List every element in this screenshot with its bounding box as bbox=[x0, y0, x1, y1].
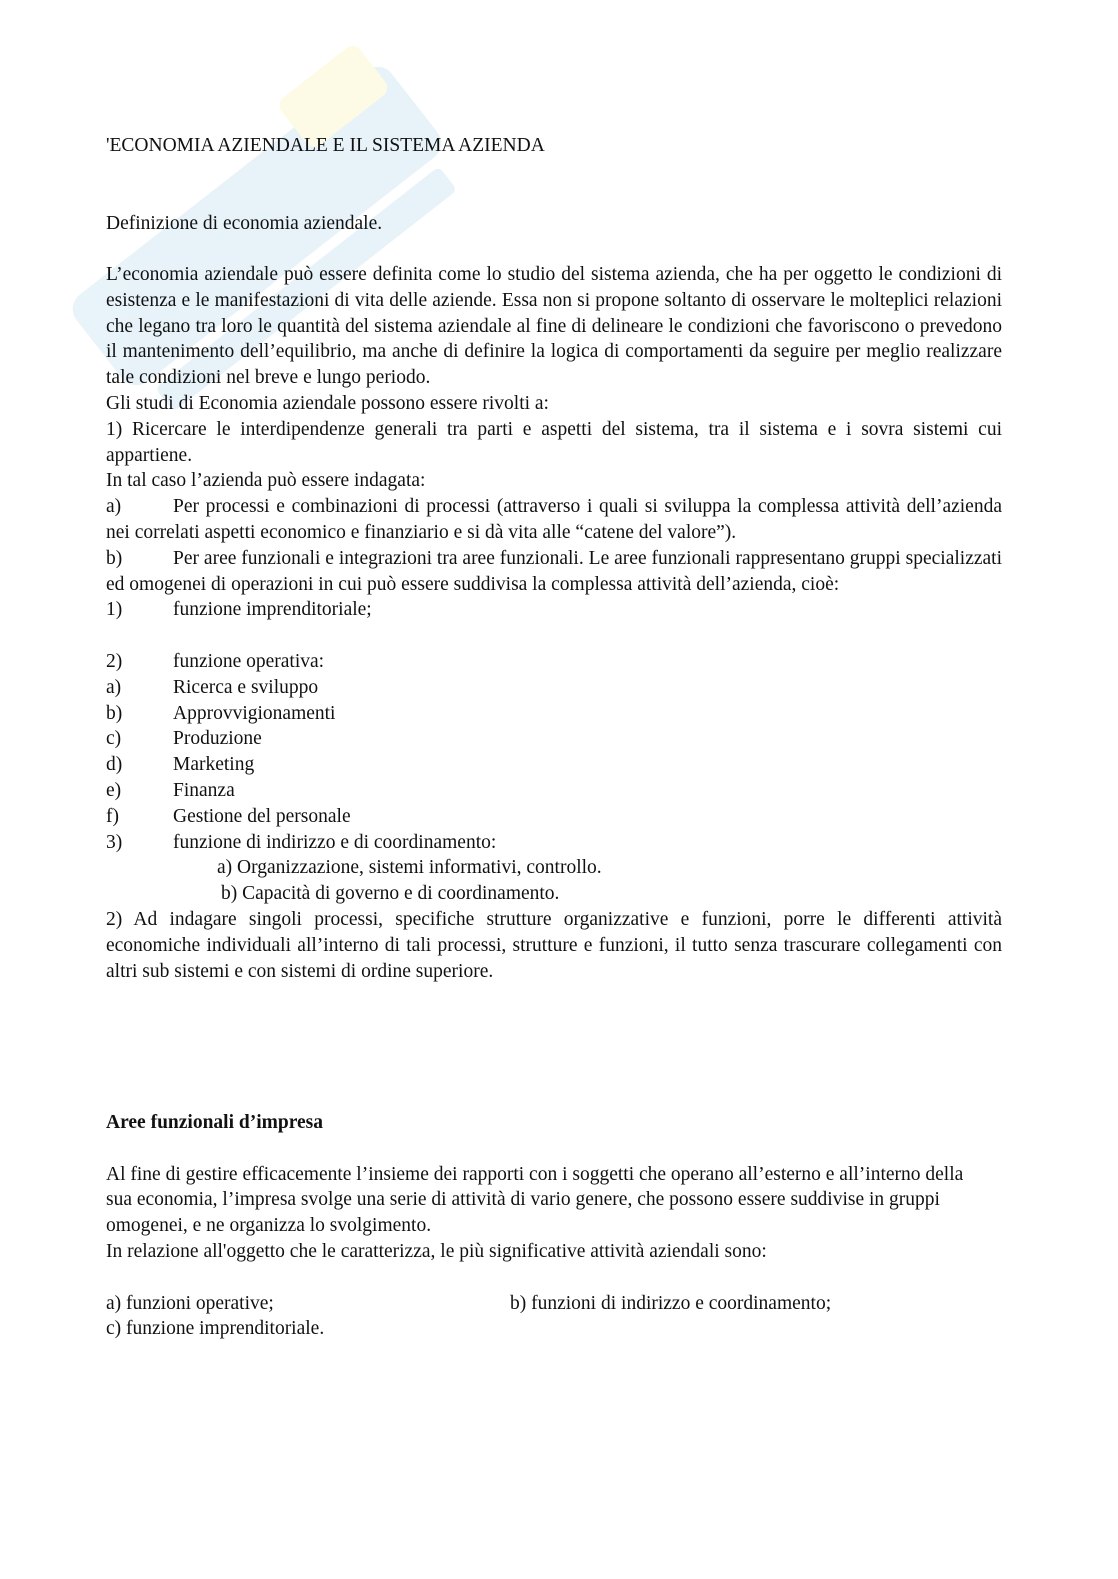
function-mark: e) bbox=[106, 779, 122, 801]
function-item bbox=[106, 649, 1002, 675]
section-aree-funzionali bbox=[106, 1110, 1002, 1342]
function-item bbox=[106, 778, 1002, 804]
list-item-b-mark: b) bbox=[106, 547, 123, 569]
function-item bbox=[106, 830, 1002, 856]
section-subtitle: Definizione di economia aziendale. bbox=[106, 213, 383, 234]
function-text: funzione imprenditoriale; bbox=[173, 599, 372, 621]
function-text: Approvvigionamenti bbox=[173, 702, 336, 724]
function-mark: f) bbox=[106, 805, 119, 827]
function-text: Marketing bbox=[173, 754, 255, 776]
list-item-b-body: Per aree funzionali e integrazioni tra aree funzionali. Le aree funzionali rappresentano gruppi specializzati ed omogenei di operazioni in cui può essere suddivisa la complessa attività dell’azienda, cioè: bbox=[106, 547, 1002, 595]
studies-intro: Gli studi di Economia aziendale possono essere rivolti a: bbox=[106, 392, 549, 414]
function-mark: 1) bbox=[106, 599, 123, 621]
function-item bbox=[106, 597, 1002, 623]
function-item bbox=[106, 675, 1002, 701]
function-item bbox=[106, 701, 1002, 727]
section-paragraph-1: Al fine di gestire efficacemente l’insieme dei rapporti con i soggetti che operano all’esterno e all’interno della sua economia, l’impresa svolge una serie di attività di vario genere, che possono essere suddivise in gruppi omogenei, e ne organizza lo svolgimento. bbox=[106, 1163, 964, 1237]
body-block bbox=[106, 262, 1002, 984]
spacer bbox=[106, 1136, 1002, 1162]
section-heading: Aree funzionali d’impresa bbox=[106, 1112, 324, 1133]
list-item-b-text bbox=[106, 546, 1002, 598]
list-item-a-text bbox=[106, 494, 1002, 546]
function-mark: d) bbox=[106, 754, 123, 776]
function-text: Finanza bbox=[173, 779, 235, 801]
function-item bbox=[106, 726, 1002, 752]
point-1: 1) Ricercare le interdipendenze generali tra parti e aspetti del sistema, tra il sistema e i sovra sistemi cui appartiene. bbox=[106, 418, 1002, 466]
sub-item-b: b) Capacità di governo e di coordinamento. bbox=[221, 883, 560, 905]
activities-list bbox=[106, 1291, 1002, 1317]
point-1-followup: In tal caso l’azienda può essere indagata: bbox=[106, 470, 426, 492]
list-item-a-body: Per processi e combinazioni di processi (attraverso i quali si sviluppa la complessa attività dell’azienda nei correlati aspetti economico e finanziario e si dà vita alle “catene del valore”). bbox=[106, 496, 1002, 543]
document-title: 'ECONOMIA AZIENDALE E IL SISTEMA AZIENDA bbox=[106, 135, 545, 156]
list-item-a bbox=[106, 494, 1002, 546]
function-mark: b) bbox=[106, 702, 123, 724]
intro-paragraph: L’economia aziendale può essere definita come lo studio del sistema azienda, che ha per oggetto le condizioni di esistenza e le manifestazioni di vita delle aziende. Essa non si propone soltanto di osservare le molteplici relazioni che legano tra loro le quantità del sistema aziendale al fine di delineare le condizioni che favoriscono o prevedono il mantenimento dell’equilibrio, ma anche di definire la logica di comportamenti da seguire per meglio realizzare tale condizioni nel breve e lungo periodo. bbox=[106, 264, 1002, 389]
activity-item-c: c) funzione imprenditoriale. bbox=[106, 1318, 325, 1340]
function-item bbox=[106, 752, 1002, 778]
function-mark: c) bbox=[106, 728, 122, 750]
activity-item-a: a) funzioni operative; bbox=[106, 1292, 274, 1314]
spacer bbox=[106, 623, 1002, 649]
activity-item-b: b) funzioni di indirizzo e coordinamento; bbox=[510, 1292, 832, 1314]
section-paragraph-2: In relazione all'oggetto che le caratterizza, le più significative attività aziendali sono: bbox=[106, 1240, 767, 1262]
function-mark: 3) bbox=[106, 831, 123, 853]
list-item-a-mark: a) bbox=[106, 496, 122, 518]
sub-item-a: a) Organizzazione, sistemi informativi, controllo. bbox=[217, 857, 602, 879]
function-item bbox=[106, 804, 1002, 830]
function-mark: 2) bbox=[106, 650, 123, 672]
function-text: Produzione bbox=[173, 728, 262, 750]
function-mark: a) bbox=[106, 676, 122, 698]
point-2: 2) Ad indagare singoli processi, specifiche strutture organizzative e funzioni, porre le differenti attività economiche individuali all’interno di tali processi, strutture e funzioni, il tutto senza trascurare collegamenti con altri sub sistemi e con sistemi di ordine superiore. bbox=[106, 908, 1002, 982]
function-text: funzione di indirizzo e di coordinamento: bbox=[173, 831, 497, 853]
function-text: Ricerca e sviluppo bbox=[173, 676, 319, 698]
function-text: Gestione del personale bbox=[173, 805, 351, 827]
function-text: funzione operativa: bbox=[173, 650, 325, 672]
spacer bbox=[106, 1265, 1002, 1291]
list-item-b bbox=[106, 546, 1002, 598]
